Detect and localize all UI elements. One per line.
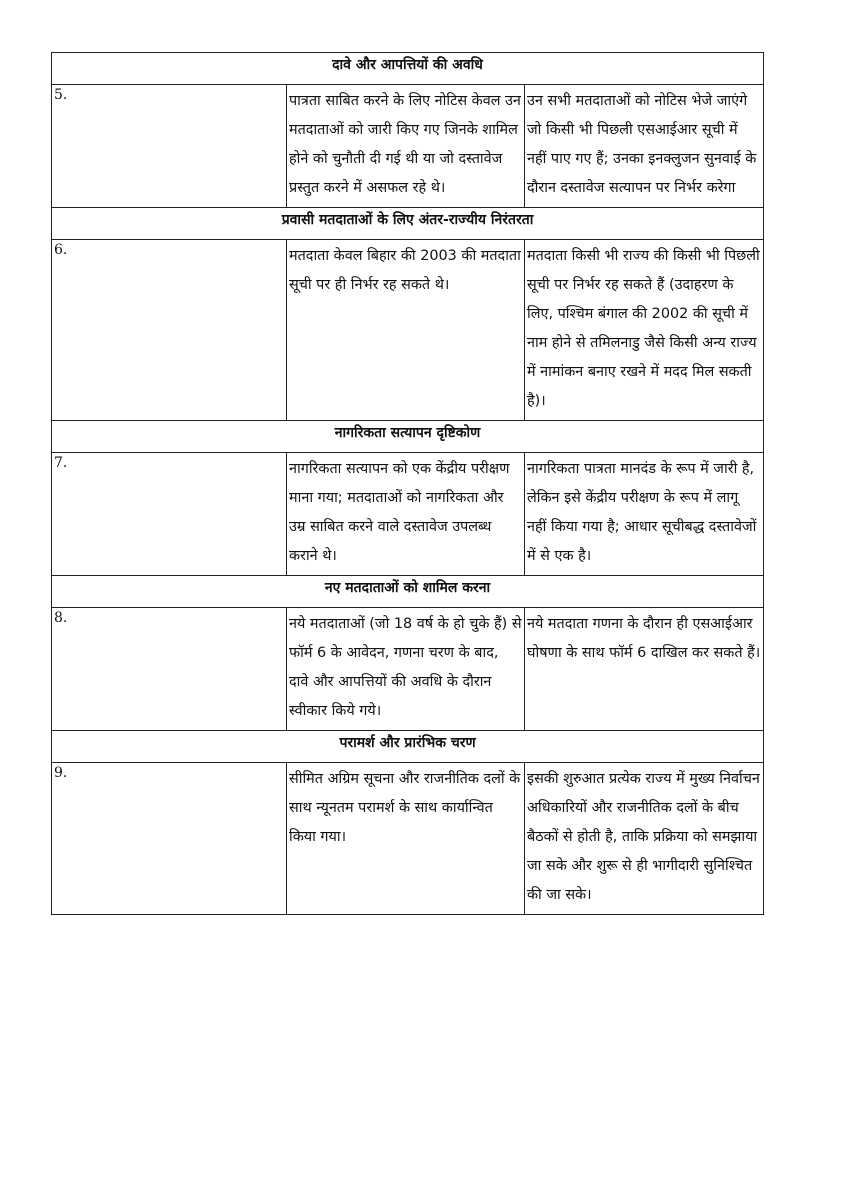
section-heading: नागरिकता सत्यापन दृष्टिकोण xyxy=(52,421,764,453)
row-number: 7. xyxy=(52,453,287,576)
table-row xyxy=(52,763,764,915)
section-heading: नए मतदाताओं को शामिल करना xyxy=(52,576,764,608)
table-row xyxy=(52,240,764,421)
current-rule-cell: इसकी शुरुआत प्रत्येक राज्य में मुख्य निर्वाचन अधिकारियों और राजनीतिक दलों के बीच बैठकों से होती है, ताकि प्रक्रिया को समझाया जा सके और शुरू से ही भागीदारी सुनिश्चित की जा सके। xyxy=(525,763,764,915)
table-row xyxy=(52,85,764,208)
section-heading: दावे और आपत्तियों की अवधि xyxy=(52,53,764,85)
row-number: 9. xyxy=(52,763,287,915)
previous-rule-cell: नये मतदाताओं (जो 18 वर्ष के हो चुके हैं) से फॉर्म 6 के आवेदन, गणना चरण के बाद, दावे और आपत्तियों की अवधि के दौरान स्वीकार किये गये। xyxy=(287,608,525,731)
table-row xyxy=(52,608,764,731)
section-heading-row xyxy=(52,421,764,453)
previous-rule-cell: नागरिकता सत्यापन को एक केंद्रीय परीक्षण माना गया; मतदाताओं को नागरिकता और उम्र साबित करने वाले दस्तावेज उपलब्ध कराने थे। xyxy=(287,453,525,576)
row-number: 8. xyxy=(52,608,287,731)
section-heading-row xyxy=(52,53,764,85)
table-row xyxy=(52,453,764,576)
comparison-table xyxy=(51,52,764,915)
section-heading: परामर्श और प्रारंभिक चरण xyxy=(52,731,764,763)
row-number: 5. xyxy=(52,85,287,208)
row-number: 6. xyxy=(52,240,287,421)
previous-rule-cell: पात्रता साबित करने के लिए नोटिस केवल उन मतदाताओं को जारी किए गए जिनके शामिल होने को चुनौती दी गई थी या जो दस्तावेज प्रस्तुत करने में असफल रहे थे। xyxy=(287,85,525,208)
current-rule-cell: नये मतदाता गणना के दौरान ही एसआईआर घोषणा के साथ फॉर्म 6 दाखिल कर सकते हैं। xyxy=(525,608,764,731)
section-heading: प्रवासी मतदाताओं के लिए अंतर-राज्यीय निरंतरता xyxy=(52,208,764,240)
section-heading-row xyxy=(52,576,764,608)
current-rule-cell: मतदाता किसी भी राज्य की किसी भी पिछली सूची पर निर्भर रह सकते हैं (उदाहरण के लिए, पश्चिम बंगाल की 2002 की सूची में नाम होने से तमिलनाडु जैसे किसी अन्य राज्य में नामांकन बनाए रखने में मदद मिल सकती है)। xyxy=(525,240,764,421)
section-heading-row xyxy=(52,731,764,763)
current-rule-cell: उन सभी मतदाताओं को नोटिस भेजे जाएंगे जो किसी भी पिछली एसआईआर सूची में नहीं पाए गए हैं; उनका इनक्लुजन सुनवाई के दौरान दस्तावेज सत्यापन पर निर्भर करेगा xyxy=(525,85,764,208)
section-heading-row xyxy=(52,208,764,240)
previous-rule-cell: मतदाता केवल बिहार की 2003 की मतदाता सूची पर ही निर्भर रह सकते थे। xyxy=(287,240,525,421)
current-rule-cell: नागरिकता पात्रता मानदंड के रूप में जारी है, लेकिन इसे केंद्रीय परीक्षण के रूप में लागू नहीं किया गया है; आधार सूचीबद्ध दस्तावेजों में से एक है। xyxy=(525,453,764,576)
previous-rule-cell: सीमित अग्रिम सूचना और राजनीतिक दलों के साथ न्यूनतम परामर्श के साथ कार्यान्वित किया गया। xyxy=(287,763,525,915)
